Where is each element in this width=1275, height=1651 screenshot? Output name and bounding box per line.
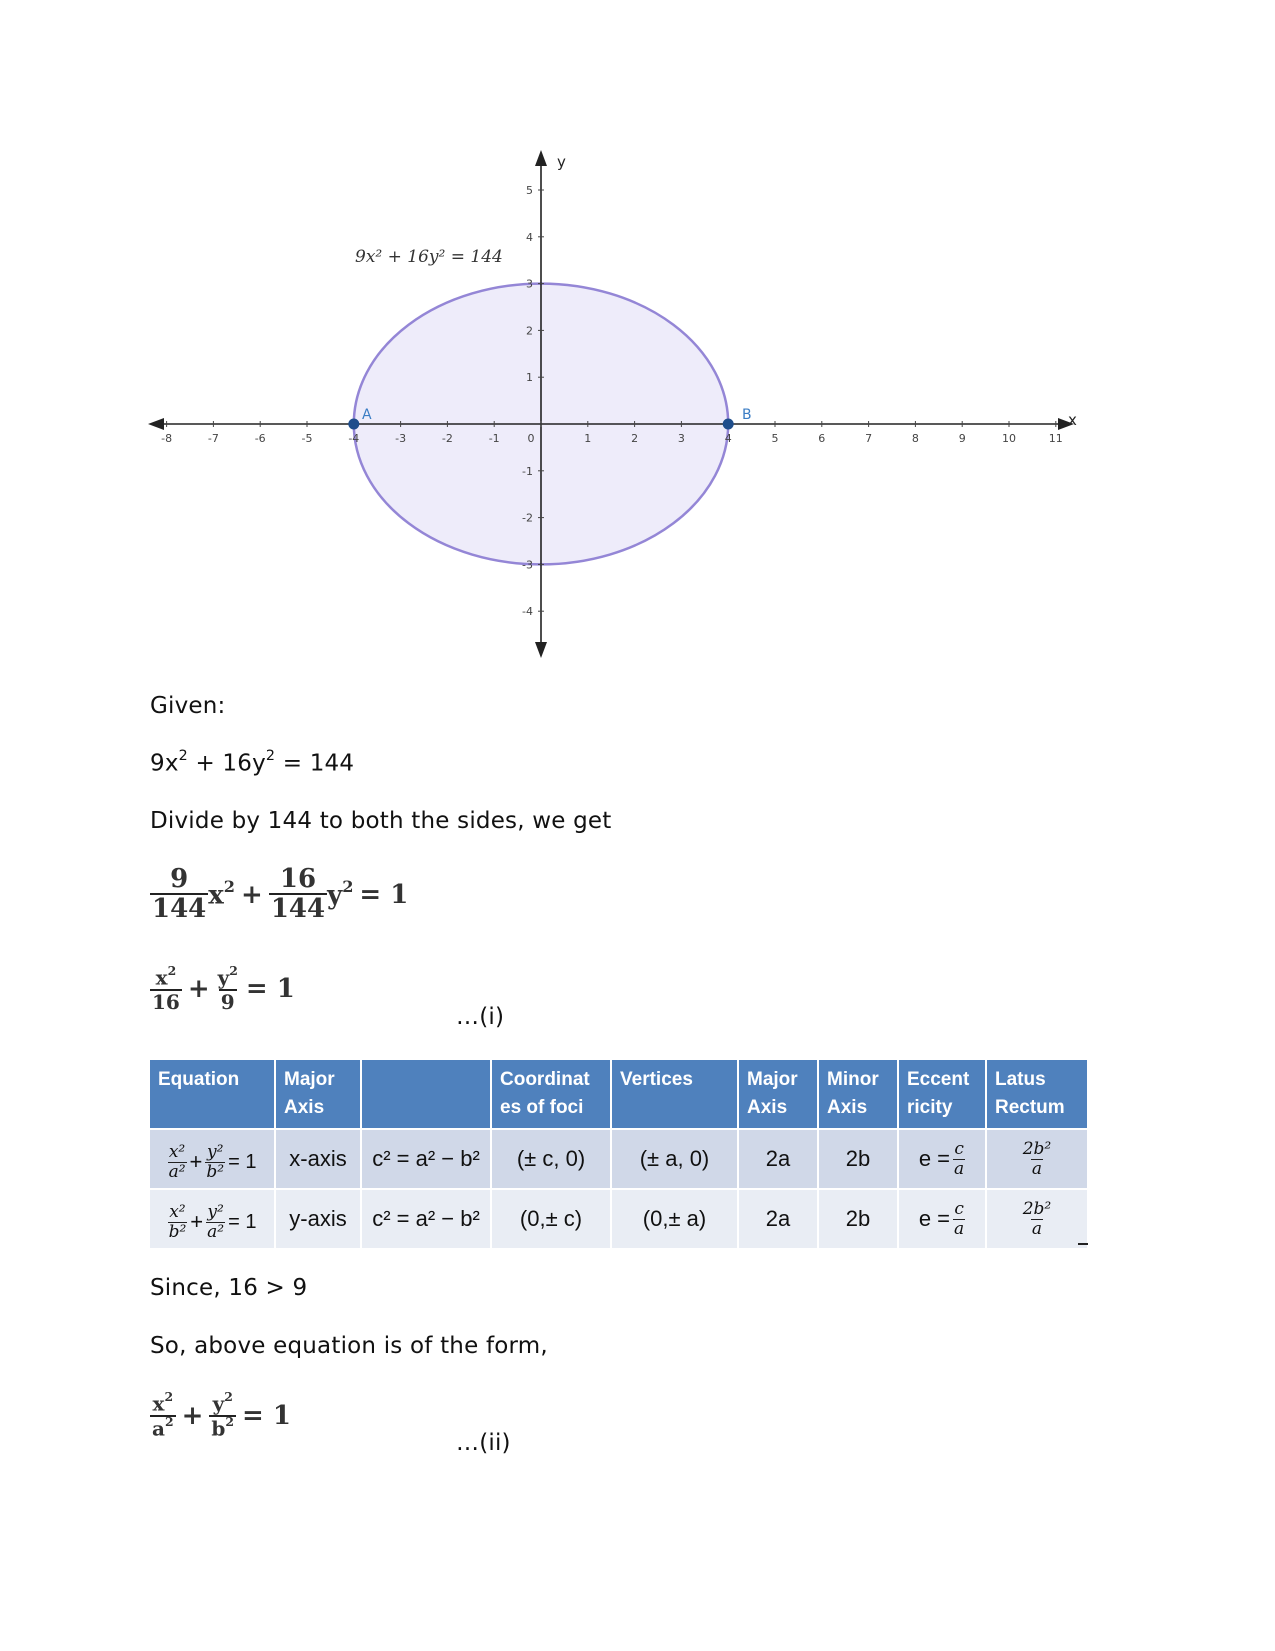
table-cell: y-axis bbox=[275, 1189, 361, 1248]
table-header-row bbox=[150, 1060, 1088, 1129]
equation-ref-ii: …(ii) bbox=[456, 1430, 511, 1456]
x-tick-label: 3 bbox=[677, 432, 685, 445]
table-header-cell: Major Axis bbox=[738, 1060, 818, 1129]
table-cell: 2b bbox=[818, 1129, 898, 1189]
y-tick-label: 3 bbox=[526, 277, 533, 291]
x-tick-label: 7 bbox=[865, 432, 873, 445]
form-text: So, above equation is of the form, bbox=[150, 1333, 548, 1359]
y-tick-label: -2 bbox=[522, 511, 533, 525]
ellipse-properties-table bbox=[150, 1060, 1089, 1248]
y-tick-label: -1 bbox=[522, 464, 533, 478]
y-tick-label: 4 bbox=[526, 230, 533, 244]
point-b-label: B bbox=[742, 407, 752, 423]
given-label: Given: bbox=[150, 693, 226, 719]
point-a-label: A bbox=[362, 407, 372, 423]
table-cell: $\frac{\text{2b²}}{a}$ bbox=[986, 1129, 1088, 1189]
table-cell: 2a bbox=[738, 1129, 818, 1189]
x-tick-label: -2 bbox=[441, 432, 453, 445]
ellipse-graph bbox=[0, 0, 1275, 700]
x-tick-label: 4 bbox=[724, 432, 732, 445]
x-tick-label: -5 bbox=[301, 432, 313, 445]
table-header-cell: Minor Axis bbox=[818, 1060, 898, 1129]
x-axis-label: x bbox=[1068, 411, 1077, 429]
table-header-cell: Major Axis bbox=[275, 1060, 361, 1129]
x-tick-label: -7 bbox=[207, 432, 219, 445]
y-tick-label: -3 bbox=[522, 558, 533, 572]
table-cell: (± c, 0) bbox=[491, 1129, 611, 1189]
point-marker bbox=[348, 419, 359, 430]
table-row bbox=[150, 1189, 1088, 1248]
table-cell: e = $\frac{c}{a}$ bbox=[898, 1189, 986, 1248]
table-cell: $\frac{\text{x²}}{\text{a²}}$ + $\frac{\text{y²}}{\text{b²}}$ = 1 bbox=[150, 1129, 275, 1189]
general-form-equation: $\frac{x^2}{a^2}$ + $\frac{y^2}{b^2}$ = 1 bbox=[152, 1389, 291, 1441]
x-tick-label: 5 bbox=[771, 432, 779, 445]
y-tick-label: 5 bbox=[526, 184, 533, 197]
point-marker bbox=[723, 419, 734, 430]
table-cell: c² = a² − b² bbox=[361, 1189, 491, 1248]
table-row bbox=[150, 1129, 1088, 1189]
x-tick-label: -1 bbox=[488, 432, 500, 445]
x-tick-label: 0 bbox=[527, 432, 535, 445]
y-axis-down-arrow bbox=[535, 642, 547, 658]
table-header-cell: Equation bbox=[150, 1060, 275, 1129]
y-tick-label: -4 bbox=[522, 605, 533, 619]
table-cell: (± a, 0) bbox=[611, 1129, 738, 1189]
table-cell: e = $\frac{c}{a}$ bbox=[898, 1129, 986, 1189]
x-tick-label: 9 bbox=[958, 432, 966, 445]
x-tick-label: 10 bbox=[1002, 432, 1016, 445]
equation-line: $9x^2 + 16y^2 = 144$ bbox=[150, 747, 355, 777]
x-tick-label: -6 bbox=[254, 432, 266, 445]
x-tick-label: 2 bbox=[631, 432, 639, 445]
x-tick-label: -8 bbox=[161, 432, 173, 445]
table-cell: 2b bbox=[818, 1189, 898, 1248]
table-cell: $\frac{\text{2b²}}{a}$ bbox=[986, 1189, 1088, 1248]
x-tick-label: 6 bbox=[818, 432, 826, 445]
x-tick-label: -4 bbox=[348, 432, 360, 445]
since-text: Since, 16 > 9 bbox=[150, 1275, 308, 1301]
y-tick-label: 1 bbox=[526, 371, 533, 385]
table-cell: (0,± a) bbox=[611, 1189, 738, 1248]
table-cell: c² = a² − b² bbox=[361, 1129, 491, 1189]
y-tick-label: 2 bbox=[526, 324, 533, 338]
table-header-cell: Vertices bbox=[611, 1060, 738, 1129]
y-axis-up-arrow bbox=[535, 150, 547, 166]
table-cell: x-axis bbox=[275, 1129, 361, 1189]
table-cell: $\frac{\text{x²}}{\text{b²}}$ + $\frac{\text{y²}}{\text{a²}}$ = 1 bbox=[150, 1189, 275, 1248]
x-tick-label: 1 bbox=[584, 432, 592, 445]
table-cell: 2a bbox=[738, 1189, 818, 1248]
x-tick-label: -3 bbox=[395, 432, 407, 445]
x-axis-left-arrow bbox=[148, 418, 164, 430]
x-tick-label: 8 bbox=[911, 432, 919, 445]
y-axis-label: y bbox=[557, 153, 566, 171]
standard-form-equation: $\frac{x^2}{16}$ + $\frac{y^2}{9}$ = 1 bbox=[152, 963, 295, 1014]
divided-equation: $\frac{9}{144}$ $x^2$ + $\frac{16}{144}$ $y^2$ = 1 bbox=[152, 864, 409, 925]
table-header-cell: Latus Rectum bbox=[986, 1060, 1088, 1129]
divide-text: Divide by 144 to both the sides, we get bbox=[150, 808, 612, 834]
dash-mark bbox=[1078, 1243, 1088, 1245]
x-tick-label: 11 bbox=[1048, 432, 1063, 445]
table-header-cell: Eccent ricity bbox=[898, 1060, 986, 1129]
table-header-cell bbox=[361, 1060, 491, 1129]
equation-label: 9x² + 16y² = 144 bbox=[355, 247, 503, 267]
table-header-cell: Coordinat es of foci bbox=[491, 1060, 611, 1129]
equation-ref-i: …(i) bbox=[456, 1004, 505, 1030]
table-cell: (0,± c) bbox=[491, 1189, 611, 1248]
